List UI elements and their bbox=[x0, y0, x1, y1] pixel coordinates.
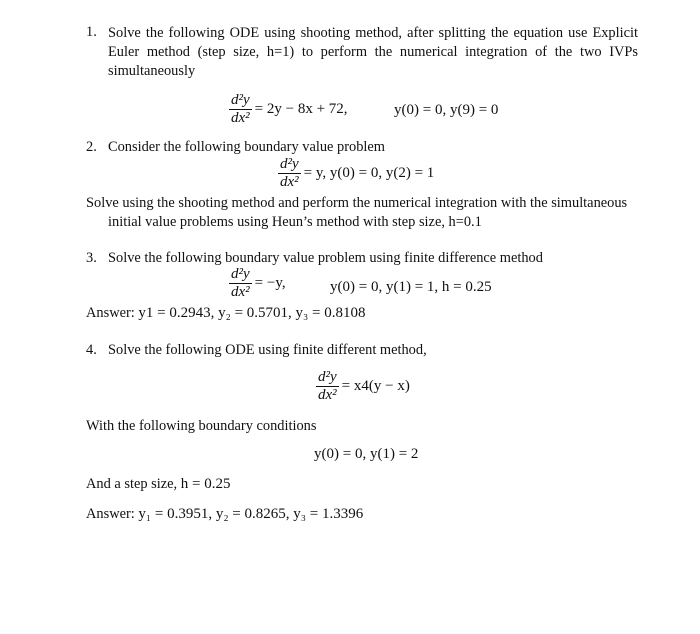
q1-conditions: y(0) = 0, y(9) = 0 bbox=[394, 102, 499, 118]
q2-derivative bbox=[278, 156, 301, 191]
q4-answer bbox=[86, 506, 363, 523]
q4-number: 4. bbox=[86, 342, 97, 358]
q1-rhs: = 2y − 8x + 72, bbox=[254, 100, 348, 117]
q4-bc-text: With the following boundary conditions bbox=[86, 418, 317, 434]
q3-answer-label: Answer: bbox=[86, 305, 135, 321]
q2-text: Consider the following boundary value problem bbox=[108, 139, 385, 155]
q4-text: Solve the following ODE using finite different method, bbox=[108, 342, 427, 358]
q4-answer-value: y₁ = 0.3951, y₂ = 0.8265, y₃ = 1.3396 bbox=[138, 506, 364, 522]
q2-deriv-denominator: dx² bbox=[280, 174, 299, 190]
q1-number: 1. bbox=[86, 24, 97, 40]
q4-step-label: And a step size, bbox=[86, 476, 178, 492]
q1-deriv-numerator: d²y bbox=[231, 92, 250, 108]
q2-number: 2. bbox=[86, 139, 97, 155]
q1-deriv-denominator: dx² bbox=[231, 110, 250, 126]
q3-deriv-numerator: d²y bbox=[231, 266, 250, 282]
q3-equation bbox=[229, 266, 286, 301]
q3-rhs: = −y, bbox=[254, 274, 286, 291]
q4-rhs: = x4(y − x) bbox=[341, 377, 410, 394]
q4-deriv-numerator: d²y bbox=[318, 369, 337, 385]
q4-step-value: h = 0.25 bbox=[180, 476, 231, 492]
q4-deriv-denominator: dx² bbox=[318, 387, 337, 403]
q3-conditions: y(0) = 0, y(1) = 1, h = 0.25 bbox=[330, 279, 492, 295]
q4-equation bbox=[316, 369, 410, 404]
q4-derivative bbox=[316, 369, 339, 404]
q4-answer-label: Answer: bbox=[86, 506, 135, 522]
q1-text: Solve the following ODE using shooting method, after splitting the equation use Explicit Euler method (step size, h=1) to perform the numerical integration of the two IVPs simultaneously bbox=[108, 25, 638, 79]
q3-number: 3. bbox=[86, 250, 97, 266]
q3-answer-value: y1 = 0.2943, y₂ = 0.5701, y₃ = 0.8108 bbox=[138, 305, 366, 321]
q4-conditions: y(0) = 0, y(1) = 2 bbox=[314, 446, 419, 462]
q1-equation bbox=[229, 92, 348, 127]
q3-answer bbox=[86, 305, 365, 322]
q3-derivative bbox=[229, 266, 252, 301]
q3-text: Solve the following boundary value problem using finite difference method bbox=[108, 250, 543, 266]
q2-deriv-numerator: d²y bbox=[280, 156, 299, 172]
q2-rhs: = y, y(0) = 0, y(2) = 1 bbox=[303, 164, 435, 181]
q2-equation bbox=[278, 156, 434, 191]
q2-text2-content: Solve using the shooting method and perform the numerical integration with the simultaneous initial value problems using Heun’s method with step size, h=0.1 bbox=[86, 195, 628, 230]
q2-text2 bbox=[86, 194, 638, 232]
q3-deriv-denominator: dx² bbox=[231, 284, 250, 300]
q4-step bbox=[86, 476, 230, 493]
q1-derivative bbox=[229, 92, 252, 127]
